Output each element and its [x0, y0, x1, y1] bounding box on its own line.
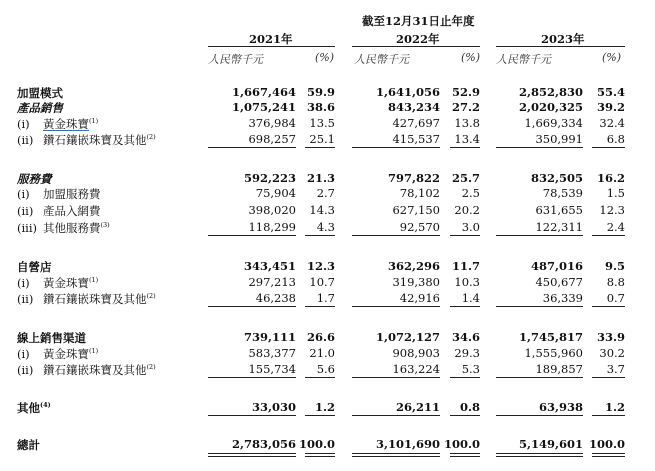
pct-label-2023: (%) — [602, 51, 622, 64]
year-2021: 2021年 — [249, 32, 293, 46]
subtotal-rule — [352, 415, 440, 416]
cell-so-diamond-2: 42,916 — [399, 291, 440, 305]
cell-others-4: 63,938 — [538, 400, 583, 414]
total-double-rule — [592, 453, 625, 457]
row-label-text: 黃金珠寶 — [43, 347, 89, 361]
cell-on-diamond-3: 5.3 — [461, 362, 480, 376]
row-label-text: 其他服務費 — [43, 221, 101, 235]
subtotal-rule — [496, 415, 583, 416]
cell-sv-network-4: 631,655 — [535, 203, 583, 217]
footnote-marker: (2) — [146, 363, 156, 372]
cell-so-diamond-1: 1.7 — [316, 291, 335, 305]
row-label-text: 總計 — [17, 438, 40, 452]
cell-franchise-4: 2,852,830 — [518, 85, 583, 99]
cell-sv-network-0: 398,020 — [248, 203, 296, 217]
cell-online-4: 1,745,817 — [518, 330, 583, 344]
cell-ps-gold-5: 32.4 — [599, 116, 625, 130]
cell-on-gold-0: 583,377 — [248, 346, 296, 360]
cell-ps-diamond-4: 350,991 — [535, 132, 583, 146]
subtotal-rule — [592, 235, 625, 236]
cell-on-diamond-2: 163,224 — [392, 362, 440, 376]
cell-so-gold-2: 319,380 — [392, 275, 440, 289]
subtotal-rule — [208, 235, 296, 236]
cell-services-2: 797,822 — [387, 171, 440, 185]
subtotal-rule — [208, 147, 296, 148]
cell-franchise-1: 59.9 — [306, 85, 335, 99]
subtotal-rule — [208, 377, 296, 378]
row-label-text: 產品入網費 — [43, 204, 101, 218]
cell-ps-diamond-3: 13.4 — [454, 132, 480, 146]
row-label-product-sales — [17, 100, 63, 116]
cell-franchise-0: 1,667,464 — [231, 85, 296, 99]
row-label-online — [17, 330, 86, 346]
cell-sv-franchise-5: 1.5 — [606, 186, 625, 200]
footnote-marker: (1) — [89, 117, 99, 126]
cell-total-4: 5,149,601 — [518, 437, 583, 451]
cell-sv-other-1: 4.3 — [316, 220, 335, 234]
subtotal-rule — [496, 377, 583, 378]
cell-others-5: 1.2 — [604, 400, 625, 414]
subtotal-rule — [208, 415, 296, 416]
cell-on-gold-3: 29.3 — [454, 346, 480, 360]
total-double-rule — [496, 453, 583, 457]
cell-ps-gold-1: 13.5 — [309, 116, 335, 130]
cell-others-1: 1.2 — [314, 400, 335, 414]
row-label-on-gold — [17, 346, 98, 362]
row-index: (i) — [17, 347, 30, 361]
cell-ps-diamond-1: 25.1 — [309, 132, 335, 146]
header-rule-2022 — [352, 46, 480, 47]
header-rule-2021 — [208, 46, 335, 47]
header-rule-2023 — [496, 46, 625, 47]
cell-ps-gold-0: 376,984 — [248, 116, 296, 130]
cell-product-sales-3: 27.2 — [451, 100, 480, 114]
subtotal-rule — [496, 147, 583, 148]
row-label-sv-other — [17, 220, 110, 236]
year-2023: 2023年 — [541, 32, 585, 46]
subtotal-rule — [450, 147, 480, 148]
cell-so-gold-4: 450,677 — [535, 275, 583, 289]
row-label-total — [17, 437, 40, 453]
period-title: 截至12月31日止年度 — [362, 14, 475, 28]
row-index: (ii) — [17, 363, 34, 377]
cell-sv-other-0: 118,299 — [248, 220, 296, 234]
row-index: (i) — [17, 117, 30, 131]
year-2022: 2022年 — [396, 32, 440, 46]
subtotal-rule — [305, 306, 335, 307]
cell-on-gold-1: 21.0 — [309, 346, 335, 360]
cell-product-sales-0: 1,075,241 — [231, 100, 296, 114]
row-label-sv-franchise — [17, 186, 101, 202]
cell-sv-franchise-0: 75,904 — [255, 186, 296, 200]
cell-others-2: 26,211 — [395, 400, 440, 414]
cell-others-0: 33,030 — [251, 400, 296, 414]
cell-sv-other-3: 3.0 — [461, 220, 480, 234]
subtotal-rule — [305, 235, 335, 236]
cell-on-diamond-1: 5.6 — [316, 362, 335, 376]
footnote-marker: (1) — [89, 347, 99, 356]
cell-on-gold-5: 30.2 — [599, 346, 625, 360]
row-label-text: 黃金珠寶 — [43, 276, 89, 290]
cell-self-operated-0: 343,451 — [243, 259, 296, 273]
cell-services-3: 25.7 — [451, 171, 480, 185]
cell-so-diamond-0: 46,238 — [255, 291, 296, 305]
cell-sv-franchise-3: 2.5 — [461, 186, 480, 200]
row-label-text: 加盟模式 — [17, 86, 63, 100]
cell-total-2: 3,101,690 — [375, 437, 440, 451]
row-label-so-diamond — [17, 291, 156, 307]
cell-ps-gold-3: 13.8 — [454, 116, 480, 130]
unit-label-2022: 人民幣千元 — [354, 53, 409, 66]
cell-self-operated-3: 11.7 — [451, 259, 480, 273]
subtotal-rule — [208, 306, 296, 307]
cell-sv-other-4: 122,311 — [535, 220, 583, 234]
cell-ps-diamond-0: 698,257 — [248, 132, 296, 146]
cell-services-5: 16.2 — [596, 171, 625, 185]
cell-sv-network-5: 12.3 — [599, 203, 625, 217]
unit-label-2021: 人民幣千元 — [208, 53, 263, 66]
row-index: (ii) — [17, 133, 34, 147]
cell-on-gold-2: 908,903 — [392, 346, 440, 360]
footnote-marker: (2) — [146, 133, 156, 142]
row-label-text: 產品銷售 — [17, 101, 63, 115]
row-label-text: 鑽石鑲嵌珠寶及其他 — [43, 292, 147, 306]
subtotal-rule — [352, 306, 440, 307]
cell-on-diamond-0: 155,734 — [248, 362, 296, 376]
cell-sv-network-2: 627,150 — [392, 203, 440, 217]
cell-franchise-5: 55.4 — [596, 85, 625, 99]
row-label-text: 線上銷售渠道 — [17, 331, 86, 345]
row-label-self-operated — [17, 259, 52, 275]
cell-online-5: 33.9 — [596, 330, 625, 344]
cell-so-gold-1: 10.7 — [309, 275, 335, 289]
row-label-text: 黃金珠寶 — [43, 117, 89, 131]
subtotal-rule — [305, 415, 335, 416]
cell-franchise-3: 52.9 — [451, 85, 480, 99]
pct-label-2021: (%) — [315, 51, 335, 64]
subtotal-rule — [450, 306, 480, 307]
cell-self-operated-1: 12.3 — [306, 259, 335, 273]
row-index: (ii) — [17, 204, 34, 218]
subtotal-rule — [592, 147, 625, 148]
cell-sv-other-5: 2.4 — [606, 220, 625, 234]
row-index: (i) — [17, 276, 30, 290]
cell-online-2: 1,072,127 — [375, 330, 440, 344]
cell-product-sales-4: 2,020,325 — [518, 100, 583, 114]
cell-franchise-2: 1,641,056 — [375, 85, 440, 99]
row-label-on-diamond — [17, 362, 156, 378]
cell-total-1: 100.0 — [298, 437, 335, 451]
subtotal-rule — [592, 415, 625, 416]
cell-so-diamond-3: 1.4 — [461, 291, 480, 305]
cell-total-3: 100.0 — [443, 437, 480, 451]
cell-total-0: 2,783,056 — [231, 437, 296, 451]
subtotal-rule — [305, 377, 335, 378]
cell-product-sales-1: 38.6 — [306, 100, 335, 114]
cell-sv-other-2: 92,570 — [399, 220, 440, 234]
footnote-marker: (1) — [89, 276, 99, 285]
cell-sv-franchise-4: 78,539 — [542, 186, 583, 200]
footnote-marker: (2) — [146, 292, 156, 301]
subtotal-rule — [592, 377, 625, 378]
cell-product-sales-2: 843,234 — [387, 100, 440, 114]
row-label-sv-network — [17, 203, 101, 219]
subtotal-rule — [496, 235, 583, 236]
cell-so-diamond-4: 36,339 — [542, 291, 583, 305]
row-label-text: 其他 — [17, 401, 40, 415]
subtotal-rule — [450, 235, 480, 236]
subtotal-rule — [352, 147, 440, 148]
total-double-rule — [305, 453, 335, 457]
cell-services-4: 832,505 — [530, 171, 583, 185]
cell-product-sales-5: 39.2 — [596, 100, 625, 114]
subtotal-rule — [496, 306, 583, 307]
footnote-marker: (4) — [40, 401, 51, 410]
subtotal-rule — [450, 415, 480, 416]
cell-on-diamond-5: 3.7 — [606, 362, 625, 376]
subtotal-rule — [352, 235, 440, 236]
total-double-rule — [352, 453, 440, 457]
cell-ps-diamond-5: 6.8 — [606, 132, 625, 146]
cell-online-3: 34.6 — [451, 330, 480, 344]
row-label-others — [17, 400, 51, 416]
cell-self-operated-4: 487,016 — [530, 259, 583, 273]
cell-total-5: 100.0 — [588, 437, 625, 451]
cell-on-diamond-4: 189,857 — [535, 362, 583, 376]
total-double-rule — [208, 453, 296, 457]
row-label-text: 鑽石鑲嵌珠寶及其他 — [43, 363, 147, 377]
cell-on-gold-4: 1,555,960 — [524, 346, 583, 360]
cell-ps-gold-4: 1,669,334 — [524, 116, 583, 130]
unit-label-2023: 人民幣千元 — [496, 53, 551, 66]
cell-self-operated-5: 9.5 — [604, 259, 625, 273]
row-index: (iii) — [17, 221, 38, 235]
cell-ps-gold-2: 427,697 — [392, 116, 440, 130]
row-label-text: 鑽石鑲嵌珠寶及其他 — [43, 133, 147, 147]
cell-ps-diamond-2: 415,537 — [392, 132, 440, 146]
row-label-services — [17, 171, 52, 187]
row-index: (ii) — [17, 292, 34, 306]
row-label-franchise — [17, 85, 63, 101]
row-label-so-gold — [17, 275, 98, 291]
row-label-ps-gold — [17, 116, 98, 132]
cell-others-3: 0.8 — [459, 400, 480, 414]
cell-so-diamond-5: 0.7 — [606, 291, 625, 305]
subtotal-rule — [450, 377, 480, 378]
cell-so-gold-5: 8.8 — [606, 275, 625, 289]
subtotal-rule — [305, 147, 335, 148]
cell-sv-franchise-2: 78,102 — [399, 186, 440, 200]
cell-online-0: 739,111 — [243, 330, 296, 344]
cell-self-operated-2: 362,296 — [387, 259, 440, 273]
cell-sv-network-3: 20.2 — [454, 203, 480, 217]
subtotal-rule — [592, 306, 625, 307]
cell-services-0: 592,223 — [243, 171, 296, 185]
row-label-ps-diamond — [17, 132, 156, 148]
cell-online-1: 26.6 — [306, 330, 335, 344]
row-label-text: 服務費 — [17, 172, 52, 186]
cell-sv-franchise-1: 2.7 — [316, 186, 335, 200]
cell-sv-network-1: 14.3 — [309, 203, 335, 217]
row-index: (i) — [17, 187, 30, 201]
footnote-marker: (3) — [100, 221, 110, 230]
cell-so-gold-3: 10.3 — [454, 275, 480, 289]
cell-services-1: 21.3 — [306, 171, 335, 185]
pct-label-2022: (%) — [461, 51, 481, 64]
total-double-rule — [450, 453, 480, 457]
row-label-text: 加盟服務費 — [43, 187, 101, 201]
row-label-text: 自營店 — [17, 260, 52, 274]
cell-so-gold-0: 297,213 — [248, 275, 296, 289]
subtotal-rule — [352, 377, 440, 378]
